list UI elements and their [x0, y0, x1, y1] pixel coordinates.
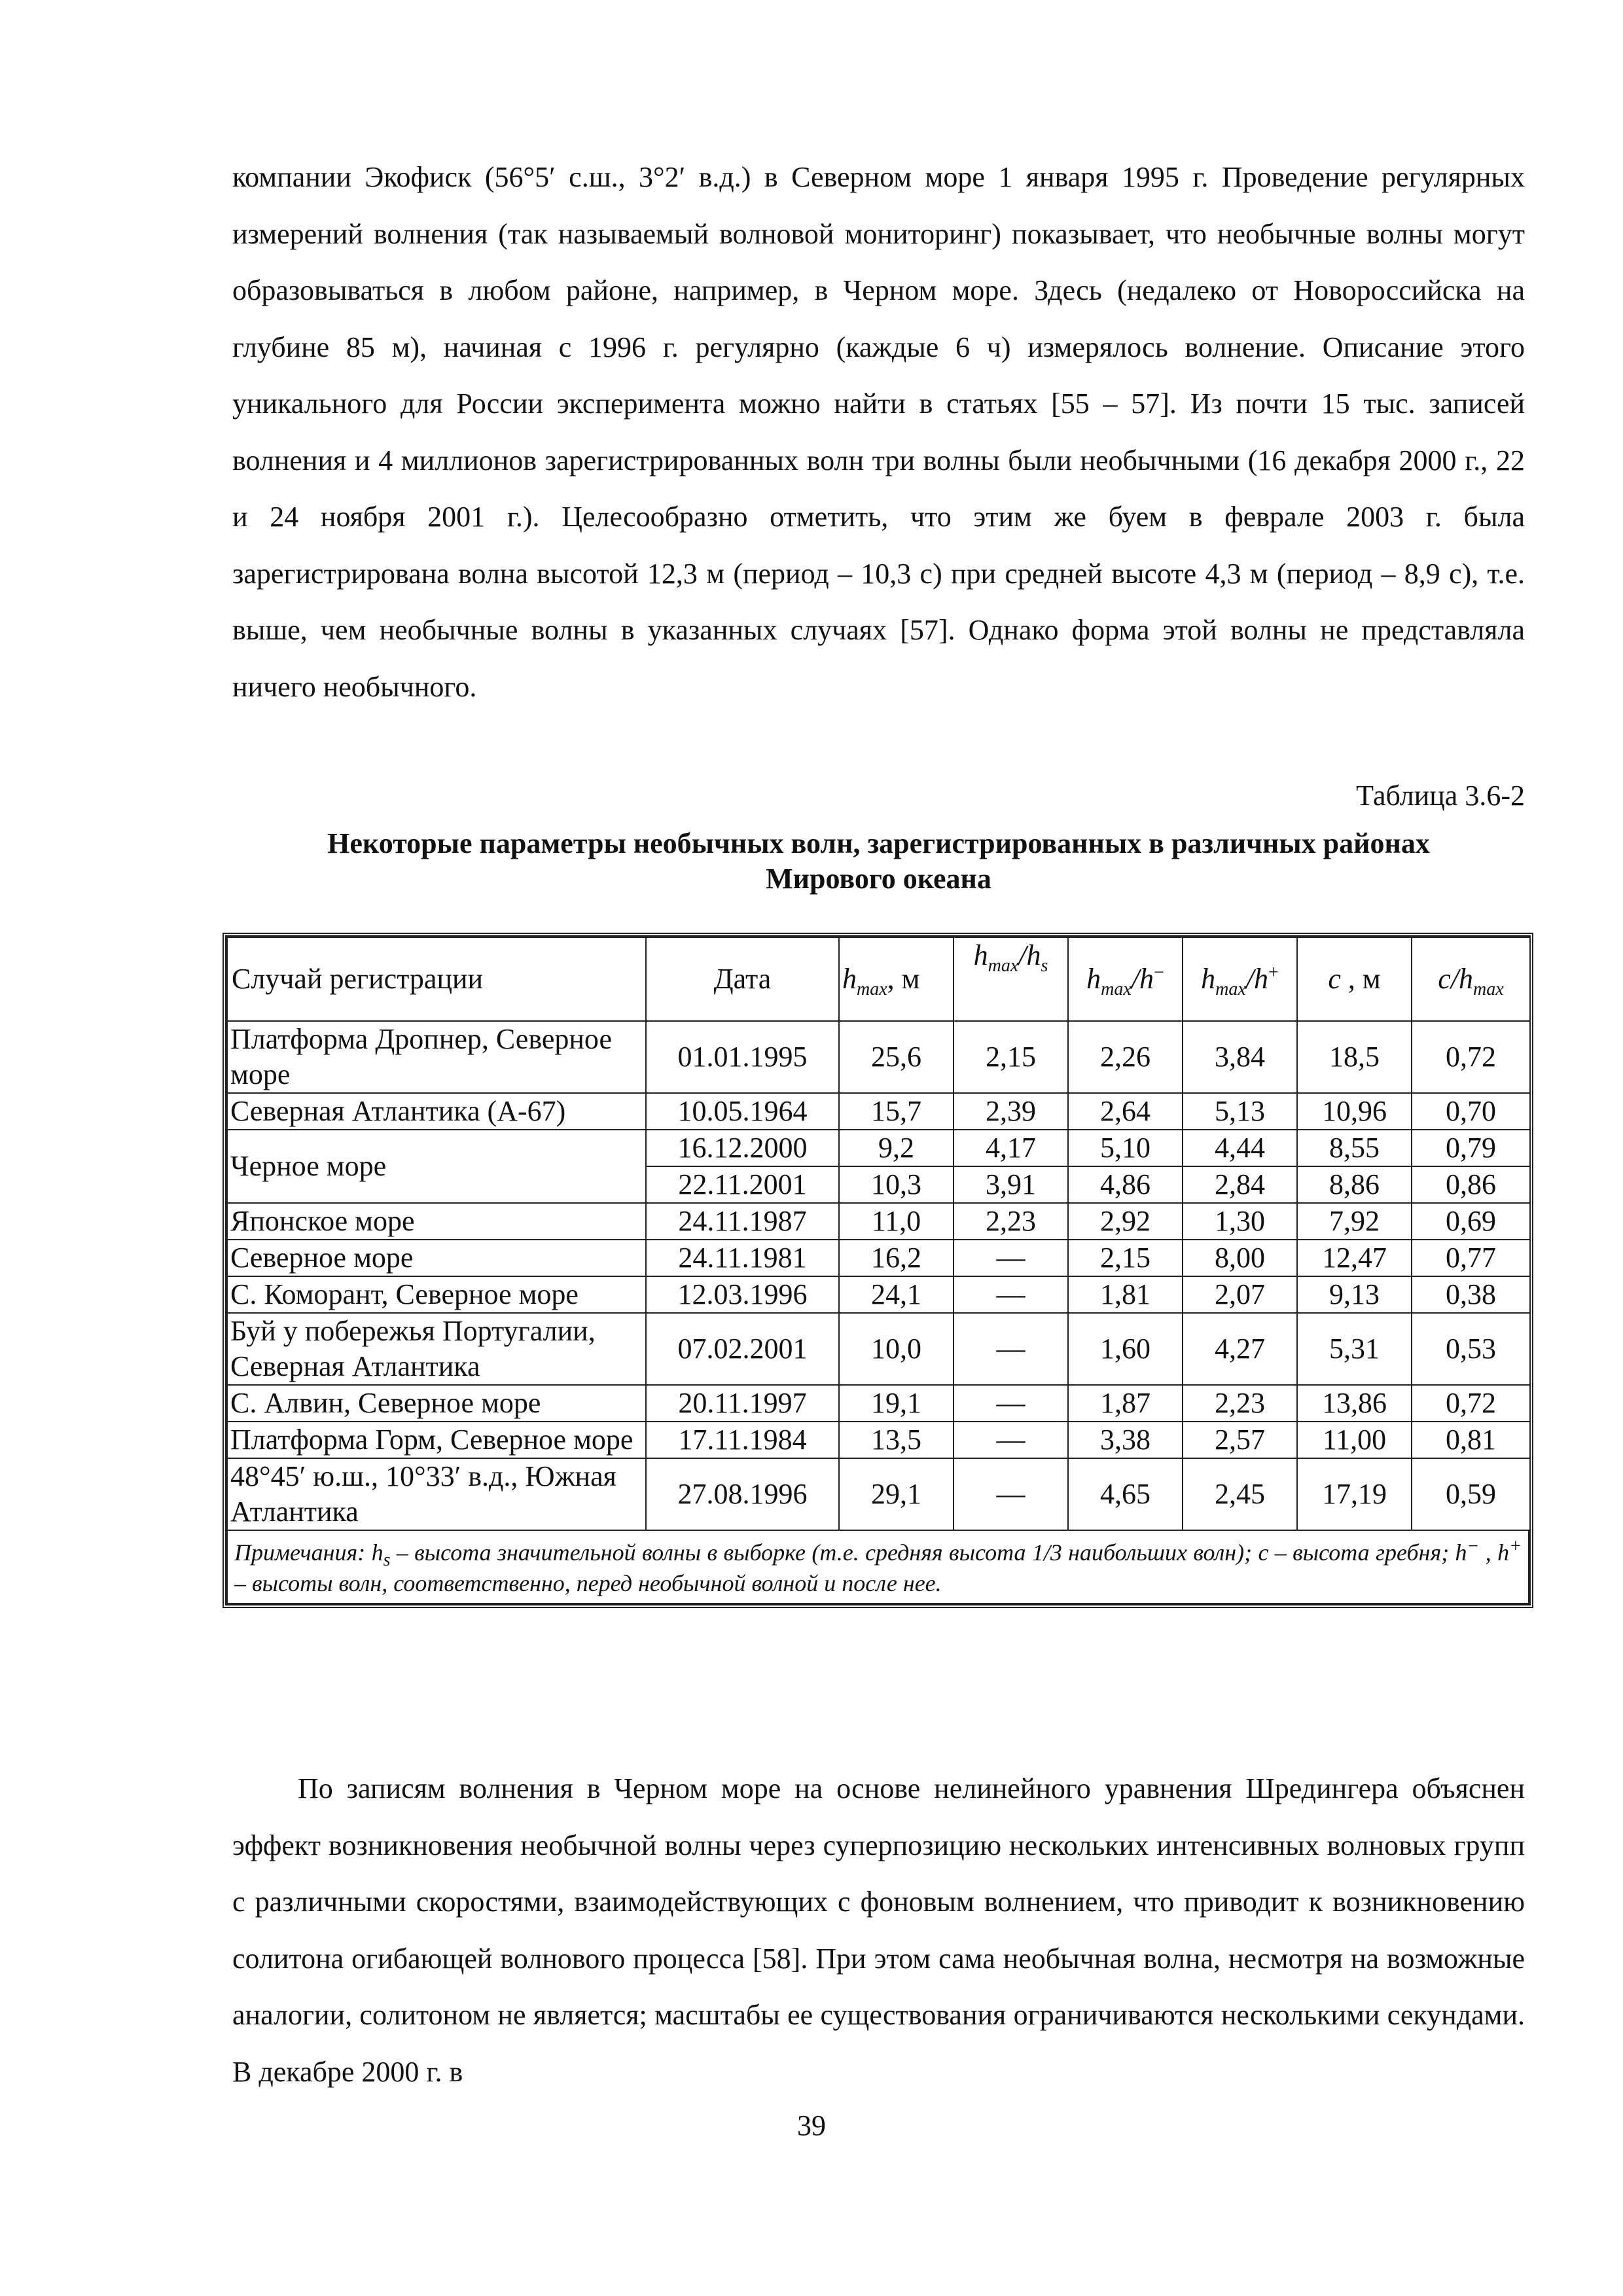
cell-case: Северное море: [227, 1240, 646, 1276]
body-paragraph-top: компании Экофиск (56°5′ с.ш., 3°2′ в.д.) в Северном море 1 января 1995 г. Проведение регулярных измерений волнения (так называемый волновой мониторинг) показывает, что необычные волны могут образовываться в любом районе, например, в Черном море. Здесь (недалеко от Новороссийска на глубине 85 м), начиная с 1996 г. регулярно (каждые 6 ч) измерялось волнение. Описание этого уникального для России эксперимента можно найти в статьях [55 – 57]. Из почти 15 тыс. записей волнения и 4 миллионов зарегистрированных волн три волны были необычными (16 декабря 2000 г., 22 и 24 ноября 2001 г.). Целесообразно отметить, что этим же буем в феврале 2003 г. была зарегистрирована волна высотой 12,3 м (период – 10,3 с) при средней высоте 4,3 м (период – 8,9 с), т.е. выше, чем необычные волны в указанных случаях [57]. Однако форма этой волны не представляла ничего необычного.: [232, 161, 1525, 703]
cell-c-ratio: 0,77: [1412, 1240, 1530, 1276]
cell-ratio-plus: 8,00: [1183, 1240, 1297, 1276]
cell-c-ratio: 0,70: [1412, 1093, 1530, 1130]
cell-case: Буй у побережья Португалии, Северная Атлантика: [227, 1313, 646, 1385]
cell-c: 13,86: [1297, 1385, 1412, 1422]
cell-c: 7,92: [1297, 1203, 1412, 1240]
cell-ratio-minus: 1,87: [1068, 1385, 1183, 1422]
table-title: [232, 826, 1525, 897]
cell-c: 17,19: [1297, 1458, 1412, 1530]
cell-ratio-minus: 2,26: [1068, 1021, 1183, 1093]
table-row: [227, 1385, 1530, 1422]
header-case: Случай регистрации: [227, 937, 646, 1021]
cell-ratio-plus: 4,27: [1183, 1313, 1297, 1385]
cell-ratio-plus: 1,30: [1183, 1203, 1297, 1240]
cell-ratio-minus: 1,60: [1068, 1313, 1183, 1385]
cell-c-ratio: 0,53: [1412, 1313, 1530, 1385]
table-header-row: [227, 937, 1530, 1021]
data-table-frame: [223, 933, 1533, 1608]
table-row: [227, 1458, 1530, 1530]
cell-date: 17.11.1984: [646, 1422, 839, 1458]
cell-ratio-plus: 2,23: [1183, 1385, 1297, 1422]
table-title-line-1: Некоторые параметры необычных волн, зарегистрированных в различных районах: [327, 827, 1430, 859]
cell-ratio-plus: 4,44: [1183, 1130, 1297, 1166]
cell-date: 07.02.2001: [646, 1313, 839, 1385]
header-hmax: $h_{max}$, м: [839, 937, 954, 1021]
cell-ratio-minus: 2,15: [1068, 1240, 1183, 1276]
cell-c: 8,55: [1297, 1130, 1412, 1166]
cell-date: 20.11.1997: [646, 1385, 839, 1422]
cell-ratio-s: —: [954, 1385, 1068, 1422]
page-number: 39: [797, 2109, 826, 2142]
cell-ratio-s: 3,91: [954, 1166, 1068, 1203]
cell-c-ratio: 0,72: [1412, 1385, 1530, 1422]
table-row: [227, 1203, 1530, 1240]
cell-hmax: 13,5: [839, 1422, 954, 1458]
data-table: [226, 937, 1531, 1531]
cell-ratio-s: —: [954, 1422, 1068, 1458]
cell-ratio-s: 4,17: [954, 1130, 1068, 1166]
cell-ratio-minus: 4,65: [1068, 1458, 1183, 1530]
cell-ratio-minus: 2,64: [1068, 1093, 1183, 1130]
cell-ratio-plus: 2,45: [1183, 1458, 1297, 1530]
header-crest-ratio: $c/h_{max}$: [1412, 937, 1530, 1021]
cell-date: 22.11.2001: [646, 1166, 839, 1203]
cell-c: 10,96: [1297, 1093, 1412, 1130]
cell-c: 8,86: [1297, 1166, 1412, 1203]
cell-c: 11,00: [1297, 1422, 1412, 1458]
cell-ratio-s: 2,39: [954, 1093, 1068, 1130]
table-row: [227, 1276, 1530, 1313]
cell-ratio-s: —: [954, 1276, 1068, 1313]
cell-date: 16.12.2000: [646, 1130, 839, 1166]
header-hmax-over-hs: $h_{max}/h_s$: [954, 937, 1068, 1021]
header-crest-height: c , м: [1297, 937, 1412, 1021]
cell-ratio-s: —: [954, 1458, 1068, 1530]
cell-ratio-plus: 2,84: [1183, 1166, 1297, 1203]
cell-case: С. Алвин, Северное море: [227, 1385, 646, 1422]
table-row: [227, 1240, 1530, 1276]
table-row: [227, 1422, 1530, 1458]
cell-ratio-s: —: [954, 1313, 1068, 1385]
cell-c-ratio: 0,72: [1412, 1021, 1530, 1093]
cell-date: 24.11.1981: [646, 1240, 839, 1276]
cell-case: 48°45′ ю.ш., 10°33′ в.д., Южная Атлантика: [227, 1458, 646, 1530]
cell-c-ratio: 0,59: [1412, 1458, 1530, 1530]
cell-c-ratio: 0,81: [1412, 1422, 1530, 1458]
cell-date: 12.03.1996: [646, 1276, 839, 1313]
cell-ratio-s: 2,15: [954, 1021, 1068, 1093]
cell-hmax: 29,1: [839, 1458, 954, 1530]
cell-c-ratio: 0,79: [1412, 1130, 1530, 1166]
table-note: Примечания: $h_s$ – высота значительной волны в выборке (т.е. средняя высота 1/3 наибольших волн); c – высота гребня; h− , h+ – высоты волн, соответственно, перед необычной волной и после нее.: [226, 1531, 1529, 1604]
cell-hmax: 10,0: [839, 1313, 954, 1385]
cell-ratio-s: —: [954, 1240, 1068, 1276]
cell-ratio-plus: 3,84: [1183, 1021, 1297, 1093]
table-row: [227, 1313, 1530, 1385]
cell-case: Японское море: [227, 1203, 646, 1240]
cell-hmax: 25,6: [839, 1021, 954, 1093]
body-paragraph-bottom: По записям волнения в Черном море на основе нелинейного уравнения Шредингера объяснен эффект возникновения необычной волны через суперпозицию нескольких интенсивных волновых групп с различными скоростями, взаимодействующих с фоновым волнением, что приводит к возникновению солитона огибающей волнового процесса [58]. При этом сама необычная волна, несмотря на возможные аналогии, солитоном не является; масштабы ее существования ограничиваются несколькими секундами. В декабре 2000 г. в: [232, 1772, 1525, 2088]
cell-ratio-minus: 3,38: [1068, 1422, 1183, 1458]
header-date: Дата: [646, 937, 839, 1021]
table-row: [227, 1130, 1530, 1166]
cell-ratio-s: 2,23: [954, 1203, 1068, 1240]
cell-case: Северная Атлантика (А-67): [227, 1093, 646, 1130]
cell-ratio-plus: 2,07: [1183, 1276, 1297, 1313]
cell-date: 01.01.1995: [646, 1021, 839, 1093]
cell-case: Черное море: [227, 1130, 646, 1203]
table-row: [227, 1021, 1530, 1093]
cell-case: Платформа Дропнер, Северное море: [227, 1021, 646, 1093]
cell-ratio-plus: 2,57: [1183, 1422, 1297, 1458]
cell-hmax: 15,7: [839, 1093, 954, 1130]
cell-hmax: 9,2: [839, 1130, 954, 1166]
cell-hmax: 16,2: [839, 1240, 954, 1276]
cell-c: 12,47: [1297, 1240, 1412, 1276]
cell-date: 24.11.1987: [646, 1203, 839, 1240]
table-row: [227, 1093, 1530, 1130]
table-title-line-2: Мирового океана: [766, 863, 991, 895]
cell-case: Платформа Горм, Северное море: [227, 1422, 646, 1458]
cell-ratio-minus: 2,92: [1068, 1203, 1183, 1240]
cell-ratio-minus: 5,10: [1068, 1130, 1183, 1166]
cell-hmax: 19,1: [839, 1385, 954, 1422]
cell-date: 10.05.1964: [646, 1093, 839, 1130]
table-label: Таблица 3.6-2: [1356, 780, 1525, 812]
cell-hmax: 24,1: [839, 1276, 954, 1313]
cell-ratio-plus: 5,13: [1183, 1093, 1297, 1130]
cell-c-ratio: 0,86: [1412, 1166, 1530, 1203]
cell-hmax: 10,3: [839, 1166, 954, 1203]
cell-date: 27.08.1996: [646, 1458, 839, 1530]
cell-c: 9,13: [1297, 1276, 1412, 1313]
cell-hmax: 11,0: [839, 1203, 954, 1240]
cell-ratio-minus: 1,81: [1068, 1276, 1183, 1313]
cell-c: 18,5: [1297, 1021, 1412, 1093]
cell-c-ratio: 0,38: [1412, 1276, 1530, 1313]
cell-c: 5,31: [1297, 1313, 1412, 1385]
cell-ratio-minus: 4,86: [1068, 1166, 1183, 1203]
header-hmax-over-hminus: $h_{max}/h^-$: [1068, 937, 1183, 1021]
cell-case: С. Коморант, Северное море: [227, 1276, 646, 1313]
cell-c-ratio: 0,69: [1412, 1203, 1530, 1240]
header-hmax-over-hplus: $h_{max}/h^+$: [1183, 937, 1297, 1021]
